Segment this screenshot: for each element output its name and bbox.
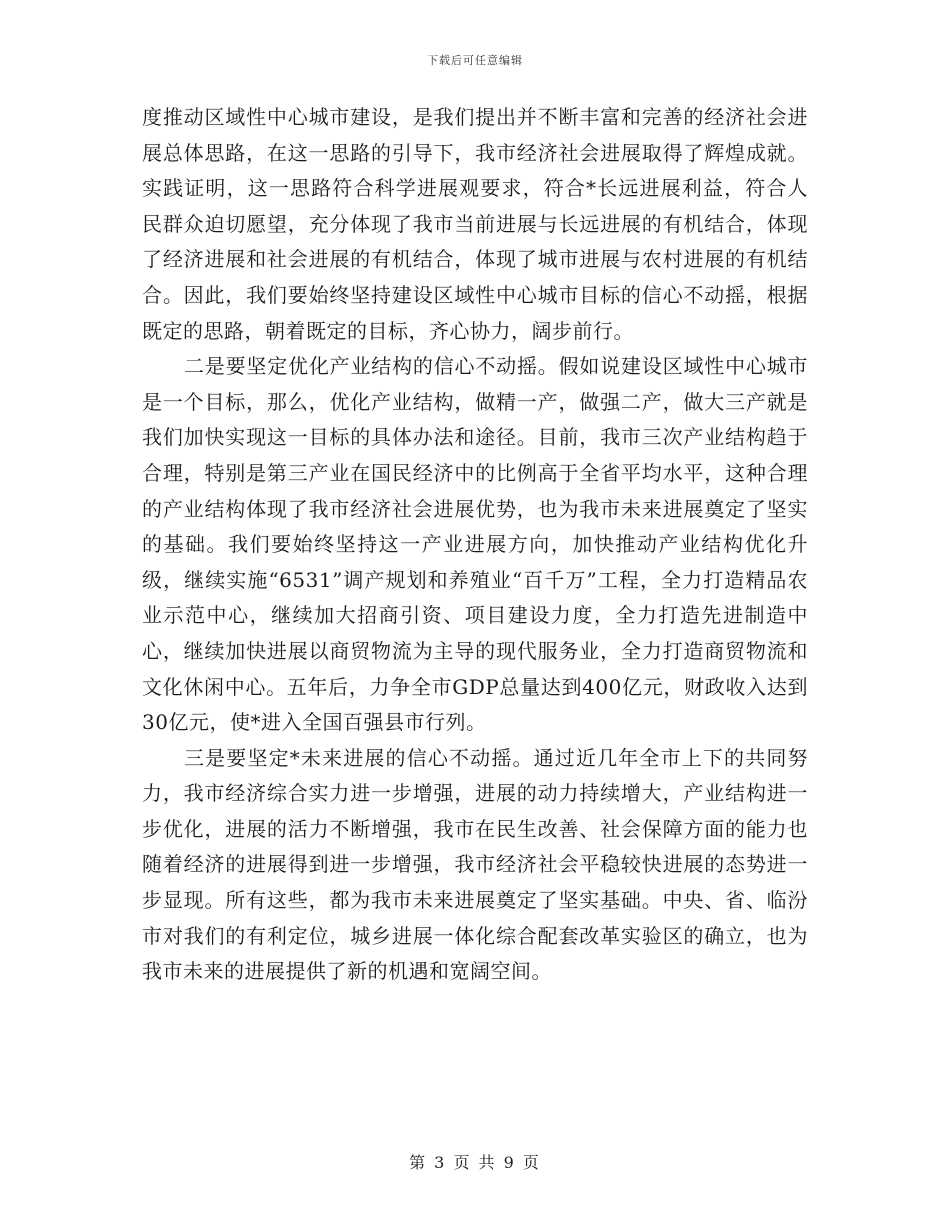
page-number: 第 3 页 共 9 页	[409, 1153, 541, 1172]
paragraph-industry-structure: 二是要坚定优化产业结构的信心不动摇。假如说建设区域性中心城市是一个目标，那么，优化产业结构，做精一产，做强二产，做大三产就是我们加快实现这一目标的具体办法和途径。目前，我市三次产业结构趋于合理，特别是第三产业在国民经济中的比例高于全省平均水平，这种合理的产业结构体现了我市经济社会进展优势，也为我市未来进展奠定了坚实的基础。我们要始终坚持这一产业进展方向，加快推动产业结构优化升级，继续实施“6531”调产规划和养殖业“百千万”工程，全力打造精品农业示范中心，继续加大招商引资、项目建设力度，全力打造先进制造中心，继续加快进展以商贸物流为主导的现代服务业，全力打造商贸物流和文化休闲中心。五年后，力争全市GDP总量达到400亿元，财政收入达到30亿元，使*进入全国百强县市行列。	[142, 354, 808, 735]
paragraph-continued: 度推动区域性中心城市建设，是我们提出并不断丰富和完善的经济社会进展总体思路，在这一思路的引导下，我市经济社会进展取得了辉煌成就。实践证明，这一思路符合科学进展观要求，符合*长远进展利益，符合人民群众迫切愿望，充分体现了我市当前进展与长远进展的有机结合，体现了经济进展和社会进展的有机结合，体现了城市进展与农村进展的有机结合。因此，我们要始终坚持建设区域性中心城市目标的信心不动摇，根据既定的思路，朝着既定的目标，齐心协力，阔步前行。	[142, 105, 808, 343]
paragraph-future-development: 三是要坚定*未来进展的信心不动摇。通过近几年全市上下的共同努力，我市经济综合实力进一步增强，进展的动力持续增大，产业结构进一步优化，进展的活力不断增强，我市在民生改善、社会保障方面的能力也随着经济的进展得到进一步增强，我市经济社会平稳较快进展的态势进一步显现。所有这些，都为我市未来进展奠定了坚实基础。中央、省、临汾市对我们的有利定位，城乡进展一体化综合配套改革实验区的确立，也为我市未来的进展提供了新的机遇和宽阔空间。	[142, 745, 808, 984]
download-note: 下载后可任意编辑	[427, 54, 523, 67]
document-body	[142, 100, 808, 990]
